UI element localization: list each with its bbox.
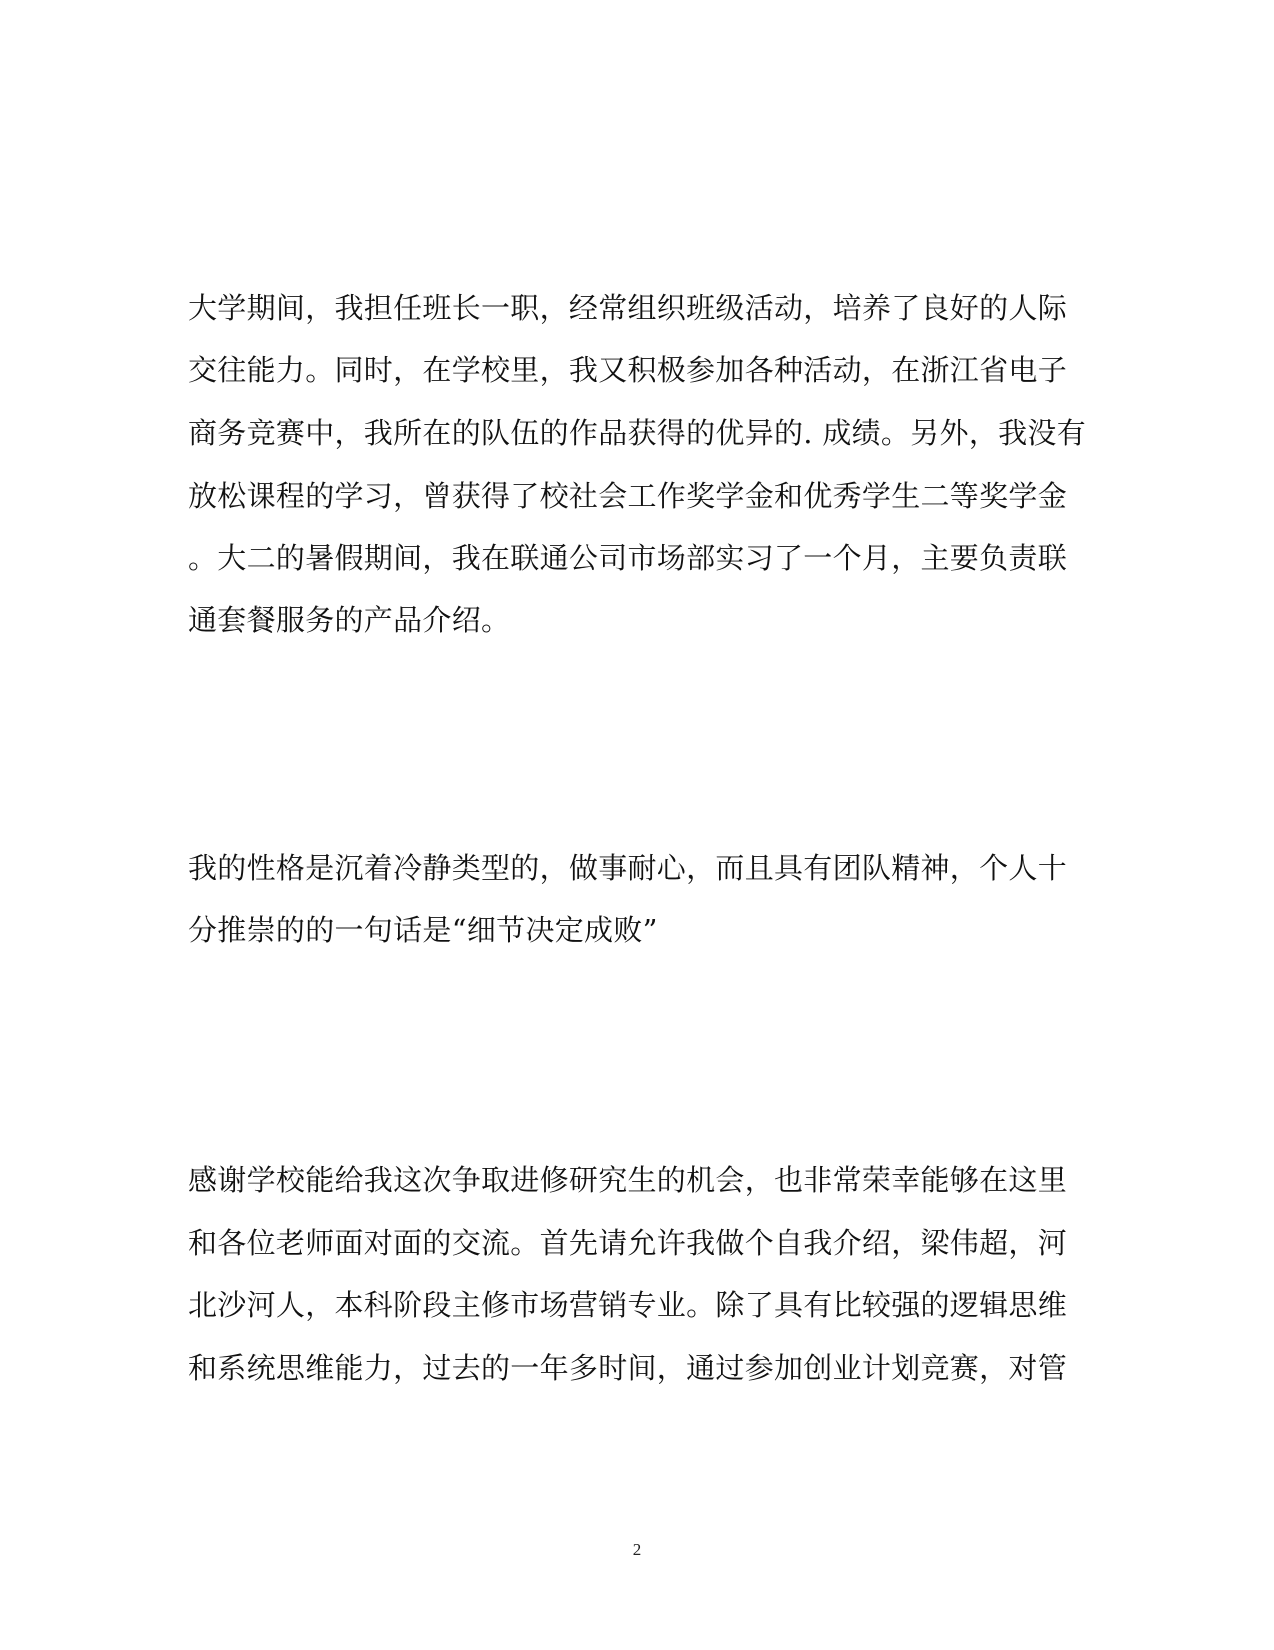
paragraph-2-line-2: 分推崇的的一句话是“细节决定成败”	[188, 913, 658, 947]
paragraph-3-line-4: 和系统思维能力，过去的一年多时间，通过参加创业计划竞赛，对管	[188, 1351, 1068, 1385]
paragraph-1-line-4: 放松课程的学习，曾获得了校社会工作奖学金和优秀学生二等奖学金	[188, 479, 1068, 513]
paragraph-1-line-5: 。大二的暑假期间，我在联通公司市场部实习了一个月，主要负责联	[188, 541, 1068, 575]
paragraph-2-line-1: 我的性格是沉着冷静类型的，做事耐心，而且具有团队精神，个人十	[188, 851, 1068, 885]
paragraph-3-line-3: 北沙河人，本科阶段主修市场营销专业。除了具有比较强的逻辑思维	[188, 1288, 1068, 1322]
paragraph-1-line-2: 交往能力。同时，在学校里，我又积极参加各种活动，在浙江省电子	[188, 353, 1068, 387]
paragraph-1-line-6: 通套餐服务的产品介绍。	[188, 603, 511, 637]
paragraph-3-line-2: 和各位老师面对面的交流。首先请允许我做个自我介绍，梁伟超，河	[188, 1226, 1068, 1260]
paragraph-1-line-1: 大学期间，我担任班长一职，经常组织班级活动，培养了良好的人际	[188, 291, 1068, 325]
page-number: 2	[632, 1540, 642, 1559]
paragraph-1-line-3: 商务竞赛中，我所在的队伍的作品获得的优异的. 成绩。另外，我没有	[188, 416, 1087, 450]
paragraph-3-line-1: 感谢学校能给我这次争取进修研究生的机会，也非常荣幸能够在这里	[188, 1163, 1068, 1197]
